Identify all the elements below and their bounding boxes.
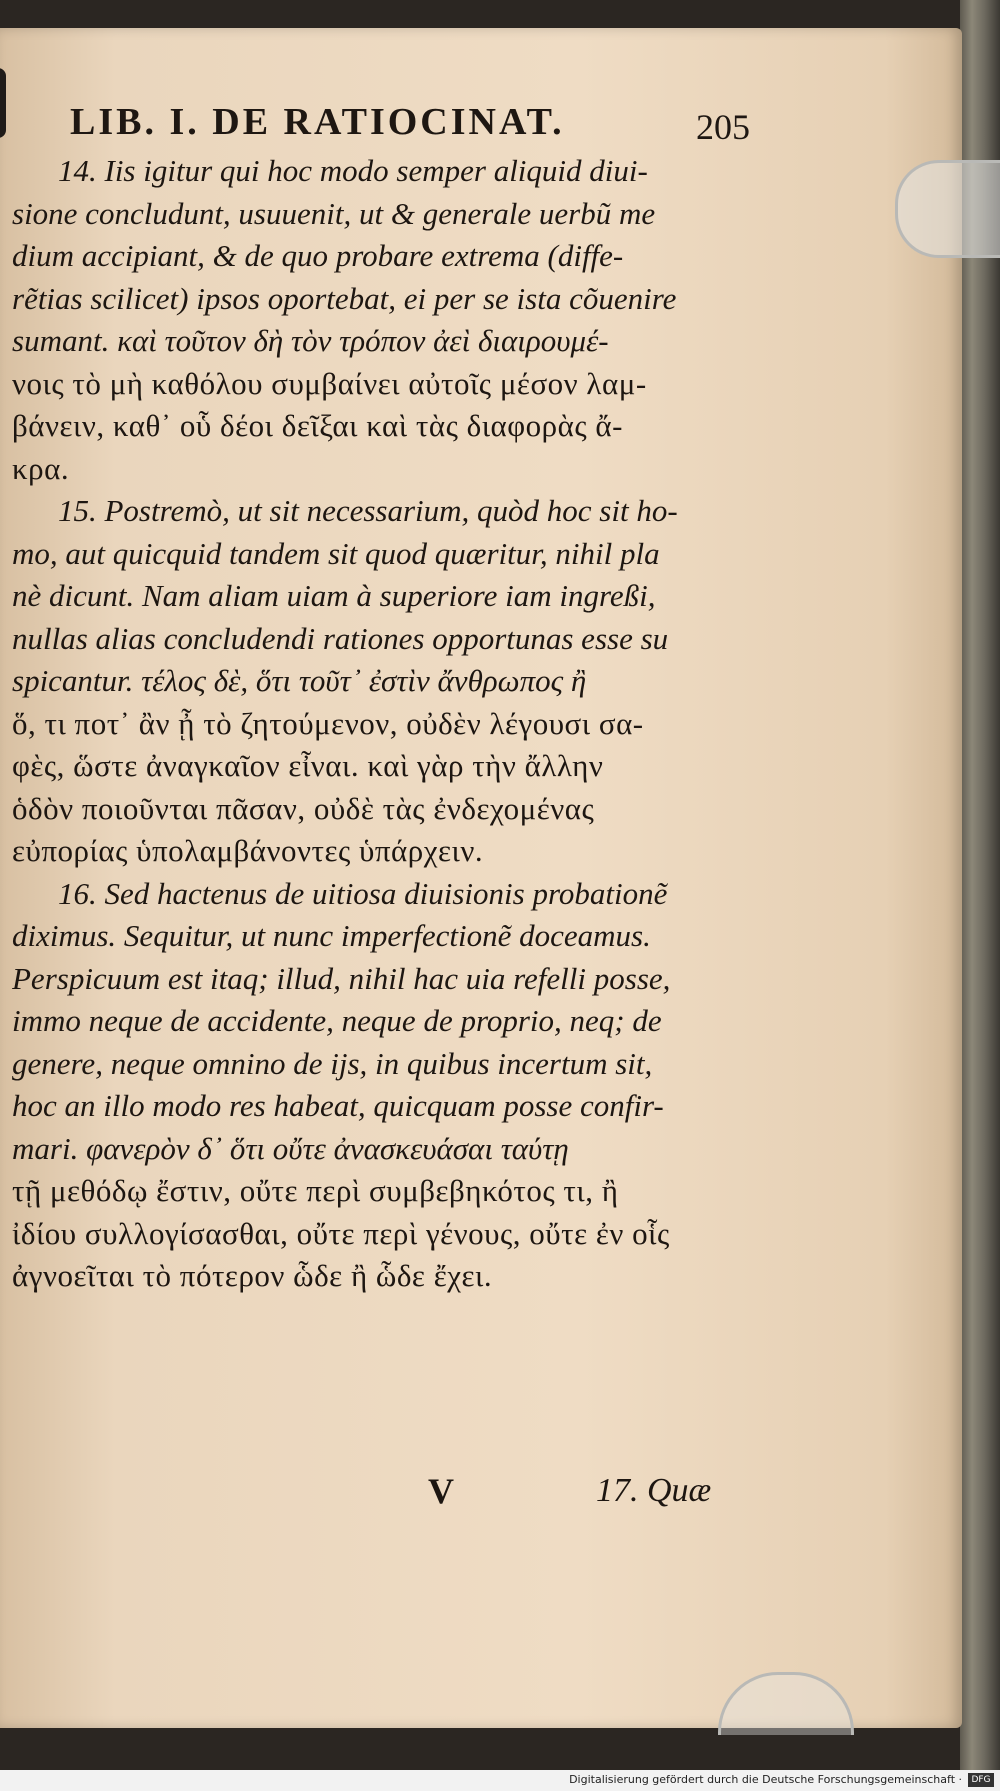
page-header [70, 100, 750, 150]
digitization-credit-bar [0, 1770, 1000, 1791]
text-line: ἰδίου συλλογίσασθαι, οὔτε περὶ γένους, οὔτε ἐν οἷς [12, 1215, 670, 1251]
text-line: βάνειν, καθ᾽ οὗ δέοι δεῖξαι καὶ τὰς διαφορὰς ἄ- [12, 408, 623, 443]
credit-text: Digitalisierung gefördert durch die Deutsche Forschungsgemeinschaft · [569, 1773, 962, 1786]
page-footer [0, 1470, 740, 1530]
text-line: 14. Iis igitur qui hoc modo semper aliquid diui- [58, 153, 648, 188]
text-line: spicantur. τέλος δὲ, ὅτι τοῦτ᾽ ἐστὶν ἄνθρωπος ἢ [12, 663, 587, 698]
text-line: nullas alias concludendi rationes opportunas esse su [12, 620, 669, 656]
text-line: Perspicuum est itaq; illud, nihil hac uia refelli posse, [12, 960, 671, 996]
page-number: 205 [696, 107, 750, 147]
signature-mark: V [428, 1471, 454, 1511]
paper-clip-top [895, 160, 1000, 258]
text-line: 15. Postremò, ut sit necessarium, quòd hoc sit ho- [58, 493, 678, 528]
text-line: hoc an illo modo res habeat, quicquam posse confir- [12, 1088, 664, 1123]
catchword: 17. Quæ [596, 1472, 712, 1509]
text-line: φὲς, ὥστε ἀναγκαῖον εἶναι. καὶ γὰρ τὴν ἄλλην [12, 748, 604, 783]
text-line: immo neque de accidente, neque de proprio, neq; de [12, 1003, 662, 1038]
binding-hole [0, 68, 6, 138]
text-line: εὐπορίας ὑπολαμβάνοντες ὑπάρχειν. [12, 833, 484, 868]
text-line: 16. Sed hactenus de uitiosa diuisionis probationẽ [58, 875, 668, 911]
text-line: νοις τὸ μὴ καθόλου συμβαίνει αὐτοῖς μέσον λαμ- [12, 365, 647, 401]
text-line: τῇ μεθόδῳ ἔστιν, οὔτε περὶ συμβεβηκότος τι, ἢ [12, 1173, 619, 1208]
text-line: sumant. καὶ τοῦτον δὴ τὸν τρόπον ἀεὶ διαιρουμέ- [12, 323, 609, 358]
text-line: dium accipiant, & de quo probare extrema (diffe- [12, 238, 624, 273]
running-head: LIB. I. DE RATIOCINAT. [70, 101, 565, 143]
text-line: rẽtias scilicet) ipsos oportebat, ei per se ista cõuenire [12, 280, 677, 316]
text-line: ὁδὸν ποιοῦνται πᾶσαν, οὐδὲ τὰς ἐνδεχομένας [12, 790, 595, 826]
body-text [12, 150, 752, 1298]
text-line: ἀγνοεῖται τὸ πότερον ὧδε ἢ ὧδε ἔχει. [12, 1258, 493, 1293]
text-line: diximus. Sequitur, ut nunc imperfectionẽ doceamus. [12, 918, 651, 953]
text-line: genere, neque omnino de ijs, in quibus incertum sit, [12, 1045, 653, 1081]
text-line: nè dicunt. Nam aliam uiam à superiore iam ingreßi, [12, 578, 656, 613]
text-line: mari. φανερὸν δ᾽ ὅτι οὔτε ἀνασκευάσαι ταύτῃ [12, 1130, 569, 1166]
text-line: sione concludunt, usuuenit, ut & generale uerbũ me [12, 195, 656, 231]
dfg-logo: DFG [968, 1773, 994, 1787]
text-line: κρα. [12, 450, 70, 486]
book-edge [960, 0, 1000, 1791]
text-line: mo, aut quicquid tandem sit quod quæritur, nihil pla [12, 535, 660, 571]
text-line: ὅ, τι ποτ᾽ ἂν ᾖ τὸ ζητούμενον, οὐδὲν λέγουσι σα- [12, 705, 644, 741]
